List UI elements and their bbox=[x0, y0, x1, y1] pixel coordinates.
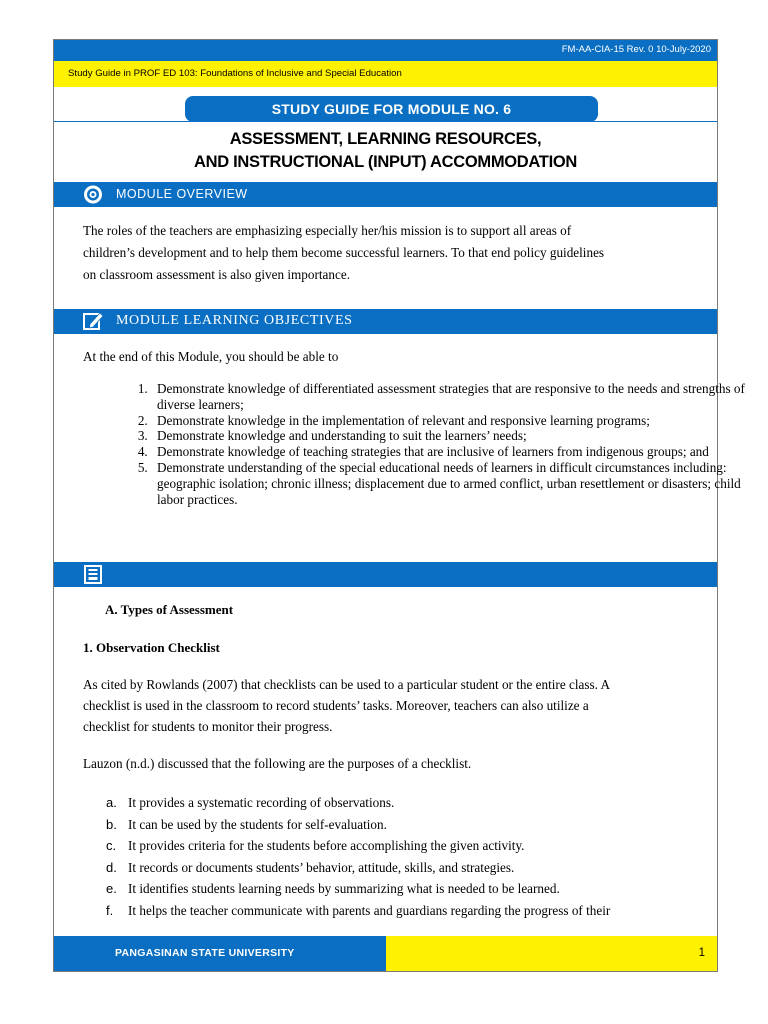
overview-heading: MODULE OVERVIEW bbox=[116, 187, 248, 201]
purpose-item bbox=[101, 900, 711, 922]
page-title-line2: AND INSTRUCTIONAL (INPUT) ACCOMMODATION bbox=[193, 153, 578, 171]
purpose-text: It helps the teacher communicate with parents and guardians regarding the progress of their bbox=[128, 902, 611, 918]
objective-item: 1. Demonstrate knowledge of differentiated assessment strategies that are responsive to the needs and strengths of diverse learners; bbox=[151, 381, 761, 413]
overview-section-bar bbox=[54, 182, 717, 207]
target-icon bbox=[82, 184, 104, 205]
list-letter: f. bbox=[106, 902, 114, 918]
objectives-section-bar bbox=[54, 309, 717, 334]
document-page bbox=[53, 39, 745, 972]
page-number: 1 bbox=[698, 947, 705, 959]
book-icon bbox=[82, 564, 104, 585]
content-section-bar bbox=[54, 562, 717, 587]
university-name: PANGASINAN STATE UNIVERSITY bbox=[115, 947, 295, 959]
purpose-text: It records or documents students’ behavior, attitude, skills, and strategies. bbox=[128, 859, 515, 875]
paragraph-line: As cited by Rowlands (2007) that checklists can be used to a particular student or the entire class. A bbox=[83, 677, 610, 692]
list-letter: d. bbox=[106, 859, 117, 875]
list-letter: b. bbox=[106, 816, 117, 832]
objective-item: 4. Demonstrate knowledge of teaching strategies that are inclusive of learners from indigenous groups; and bbox=[151, 444, 761, 460]
subject-title: Study Guide in PROF ED 103: Foundations of Inclusive and Special Education bbox=[68, 68, 402, 79]
purposes-intro: Lauzon (n.d.) discussed that the following are the purposes of a checklist. bbox=[83, 756, 472, 771]
objective-item: 3. Demonstrate knowledge and understanding to suit the learners’ needs; bbox=[151, 428, 761, 444]
subject-bar bbox=[54, 61, 717, 87]
overview-line: The roles of the teachers are emphasizing especially her/his mission is to support all areas of bbox=[83, 223, 572, 238]
footer-page-bar bbox=[386, 936, 717, 971]
page-title-line1: ASSESSMENT, LEARNING RESOURCES, bbox=[229, 130, 542, 148]
purpose-item bbox=[101, 835, 711, 857]
edit-icon bbox=[82, 311, 104, 332]
purpose-item bbox=[101, 857, 711, 879]
overview-line: children’s development and to help them become successful learners. To that end policy guidelines bbox=[83, 245, 605, 260]
objectives-heading: MODULE LEARNING OBJECTIVES bbox=[116, 313, 353, 328]
purpose-text: It identifies students learning needs by summarizing what is needed to be learned. bbox=[128, 881, 560, 897]
checklist-paragraph bbox=[83, 674, 698, 737]
module-pill: STUDY GUIDE FOR MODULE NO. 6 bbox=[185, 96, 598, 122]
objectives-intro: At the end of this Module, you should be able to bbox=[83, 349, 339, 364]
purpose-item bbox=[101, 814, 711, 836]
overview-text bbox=[83, 220, 698, 286]
list-letter: e. bbox=[106, 881, 117, 897]
paragraph-line: checklist is used in the classroom to record students’ tasks. Moreover, teachers can also utilize a bbox=[83, 698, 589, 713]
list-letter: a. bbox=[106, 795, 117, 810]
paragraph-line: checklist for students to monitor their progress. bbox=[83, 719, 333, 734]
purpose-text: It can be used by the students for self-evaluation. bbox=[128, 816, 387, 832]
header-bar bbox=[54, 40, 717, 61]
purpose-item bbox=[101, 878, 711, 900]
form-code: FM-AA-CIA-15 Rev. 0 10-July-2020 bbox=[561, 44, 711, 55]
objective-item: 5. Demonstrate understanding of the special educational needs of learners in difficult circumstances including: geographic isolation; chronic illness; displacement due to armed conflict, urban resettlement or disasters; child labor practices. bbox=[151, 460, 761, 507]
purpose-text: It provides criteria for the students before accomplishing the given activity. bbox=[128, 838, 525, 854]
list-letter: c. bbox=[106, 838, 117, 854]
objective-item: 2. Demonstrate knowledge in the implementation of relevant and responsive learning programs; bbox=[151, 413, 761, 429]
observation-checklist-heading: 1. Observation Checklist bbox=[83, 640, 220, 655]
purpose-item bbox=[101, 792, 711, 814]
objectives-list bbox=[107, 381, 761, 507]
section-a-heading: A. Types of Assessment bbox=[105, 602, 234, 617]
overview-line: on classroom assessment is also given importance. bbox=[83, 267, 350, 282]
footer-university-bar bbox=[54, 936, 386, 971]
purpose-text: It provides a systematic recording of observations. bbox=[128, 795, 395, 810]
purposes-list bbox=[101, 792, 711, 922]
